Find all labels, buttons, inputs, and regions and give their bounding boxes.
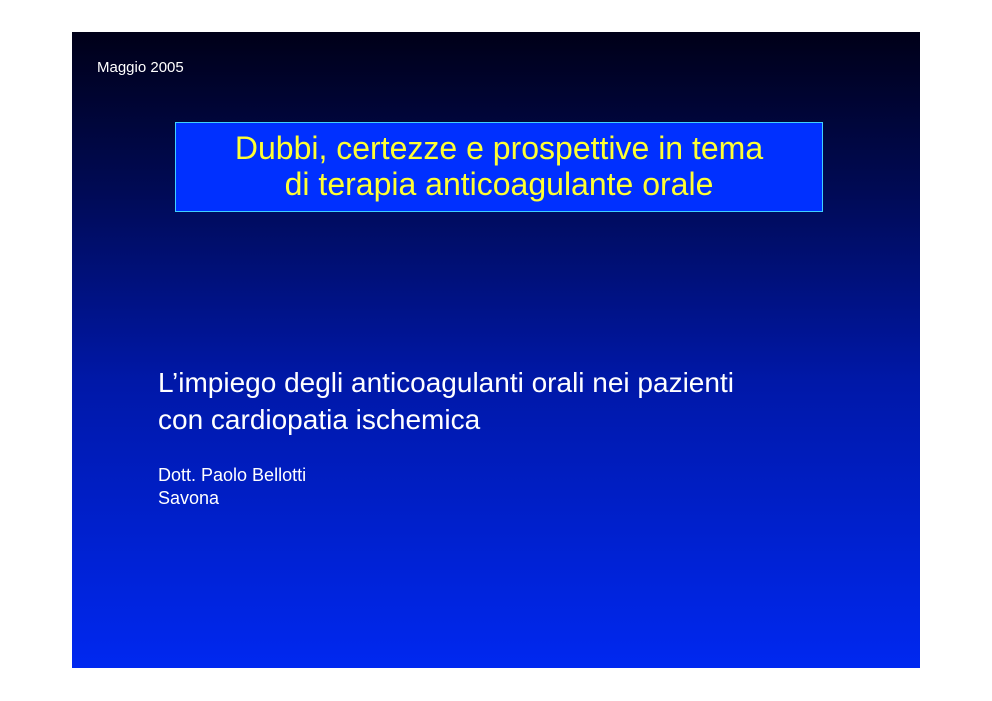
author-name: Dott. Paolo Bellotti: [158, 465, 307, 485]
title-line-1: Dubbi, certezze e prospettive in tema: [234, 130, 764, 166]
title-box: [175, 122, 823, 212]
subtitle-line-1: L’impiego degli anticoagulanti orali nei pazienti: [158, 367, 734, 398]
author-block: [158, 464, 306, 510]
slide-subtitle: [158, 364, 898, 438]
presentation-slide: [72, 32, 920, 668]
author-location: Savona: [158, 488, 220, 508]
slide-date: Maggio 2005: [97, 59, 184, 76]
title-line-2: di terapia anticoagulante orale: [284, 166, 714, 202]
subtitle-line-2: con cardiopatia ischemica: [158, 404, 481, 435]
